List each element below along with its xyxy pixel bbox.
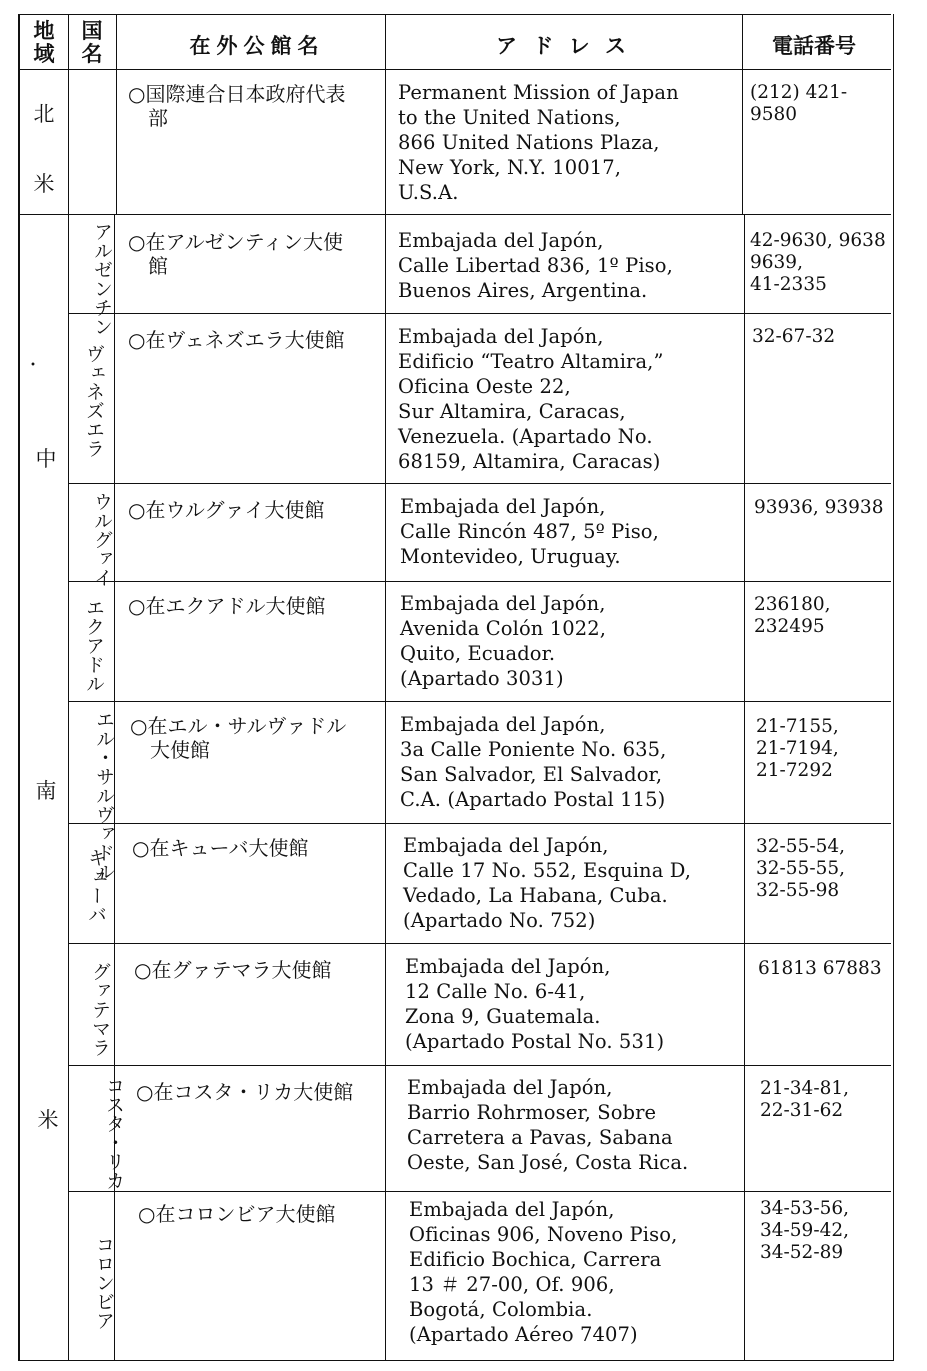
mission-name: ○在グァテマラ大使館 — [134, 958, 332, 982]
mission-name: ○在エル・サルヴァドル 大使館 — [130, 714, 347, 762]
region-north-1: 北 — [33, 102, 55, 126]
country-name: アルゼンチン — [91, 222, 113, 336]
mission-column-divider — [385, 214, 386, 1360]
country-name: ウルグァイ — [91, 492, 113, 587]
mission-name: ○在エクアドル大使館 — [128, 594, 326, 618]
phone-number: 61813 67883 — [758, 958, 882, 979]
country-name: ヴェネズエラ — [83, 344, 105, 458]
phone-number: 21-34-81, 22-31-62 — [760, 1078, 850, 1121]
header-bottom-border — [18, 69, 891, 70]
address-text: Embajada del Japón, Calle 17 No. 552, Esquina D, Vedado, La Habana, Cuba. (Apartado No. 752) — [403, 834, 692, 932]
address-text: Permanent Mission of Japan to the United Nations, 866 United Nations Plaza, New York, N.Y. 10017, U.S.A. — [398, 81, 679, 204]
header-address: ア ド レ ス — [496, 34, 630, 58]
address-text: Embajada del Japón, Calle Libertad 836, 1º Piso, Buenos Aires, Argentina. — [398, 229, 673, 302]
address-text: Embajada del Japón, 3a Calle Poniente No. 635, San Salvador, El Salvador, C.A. (Apartado Postal 115) — [400, 713, 667, 811]
country-name: コスタ・リカ — [103, 1076, 125, 1190]
row-separator — [68, 823, 891, 824]
region-column-divider — [68, 14, 69, 1360]
country-column-divider-top — [116, 14, 117, 214]
mission-name: ○在コロンビア大使館 — [138, 1202, 336, 1226]
mission-name: ○在ヴェネズエラ大使館 — [128, 328, 345, 352]
region-north-2: 米 — [33, 172, 55, 196]
header-mission: 在外公館名 — [189, 34, 325, 58]
address-text: Embajada del Japón, 12 Calle No. 6-41, Zona 9, Guatemala. (Apartado Postal No. 531) — [405, 955, 665, 1053]
phone-number: 21-7155, 21-7194, 21-7292 — [756, 716, 839, 781]
row-separator — [68, 943, 891, 944]
country-name: エル・サルヴァドル — [93, 710, 115, 881]
address-text: Embajada del Japón, Avenida Colón 1022, Quito, Ecuador. (Apartado 3031) — [400, 592, 607, 690]
country-name: グァテマラ — [89, 961, 111, 1057]
mission-name: ○在キューバ大使館 — [132, 836, 309, 860]
table-top-border — [18, 14, 891, 15]
row-separator — [68, 1065, 891, 1066]
row-separator — [68, 701, 891, 702]
mission-name: ○国際連合日本政府代表 部 — [128, 82, 346, 130]
row-separator — [68, 483, 891, 484]
address-text: Embajada del Japón, Barrio Rohrmoser, Sobre Carretera a Pavas, Sabana Oeste, San José, Costa Rica. — [407, 1076, 689, 1174]
phone-number: 42-9630, 9638 9639, 41-2335 — [750, 230, 886, 295]
header-phone: 電話番号 — [772, 34, 856, 58]
mission-name: ○在コスタ・リカ大使館 — [136, 1080, 354, 1104]
region-latin-3: 米 — [37, 1108, 59, 1132]
row-separator — [68, 1191, 891, 1192]
country-name: キューバ — [85, 848, 107, 924]
header-country: 国名 — [81, 19, 103, 66]
country-name: エクアドル — [83, 597, 105, 693]
region-separator — [18, 214, 891, 215]
phone-number: 32-55-54, 32-55-55, 32-55-98 — [756, 836, 846, 901]
mission-column-divider-top — [385, 14, 386, 214]
address-text: Embajada del Japón, Edificio “Teatro Altamira,” Oficina Oeste 22, Sur Altamira, Caracas, Venezuela. (Apartado No. 68159, Altamira, Caracas) — [398, 325, 664, 473]
address-column-divider-top — [742, 14, 743, 214]
phone-number: 236180, 232495 — [754, 594, 831, 637]
row-separator — [68, 581, 891, 582]
header-region: 地域 — [33, 19, 55, 66]
phone-number: (212) 421- 9580 — [750, 82, 848, 125]
address-text: Embajada del Japón, Oficinas 906, Noveno Piso, Edificio Bochica, Carrera 13 ＃ 27-00, Of. 906, Bogotá, Colombia. (Apartado Aéreo 7407) — [409, 1198, 678, 1346]
address-column-divider — [744, 214, 745, 1360]
region-latin-2: 南 — [35, 779, 57, 803]
mission-name: ○在アルゼンティン大使 館 — [128, 230, 344, 278]
phone-number: 32-67-32 — [752, 326, 836, 347]
mission-name: ○在ウルグァイ大使館 — [128, 498, 325, 522]
row-separator — [68, 313, 891, 314]
country-name: コロンビア — [93, 1234, 115, 1330]
phone-number: 93936, 93938 — [754, 497, 884, 518]
region-latin-1: 中 — [35, 447, 57, 471]
region-latin-dot: ・ — [24, 355, 41, 374]
address-text: Embajada del Japón, Calle Rincón 487, 5º Piso, Montevideo, Uruguay. — [400, 495, 659, 568]
phone-number: 34-53-56, 34-59-42, 34-52-89 — [760, 1198, 850, 1263]
